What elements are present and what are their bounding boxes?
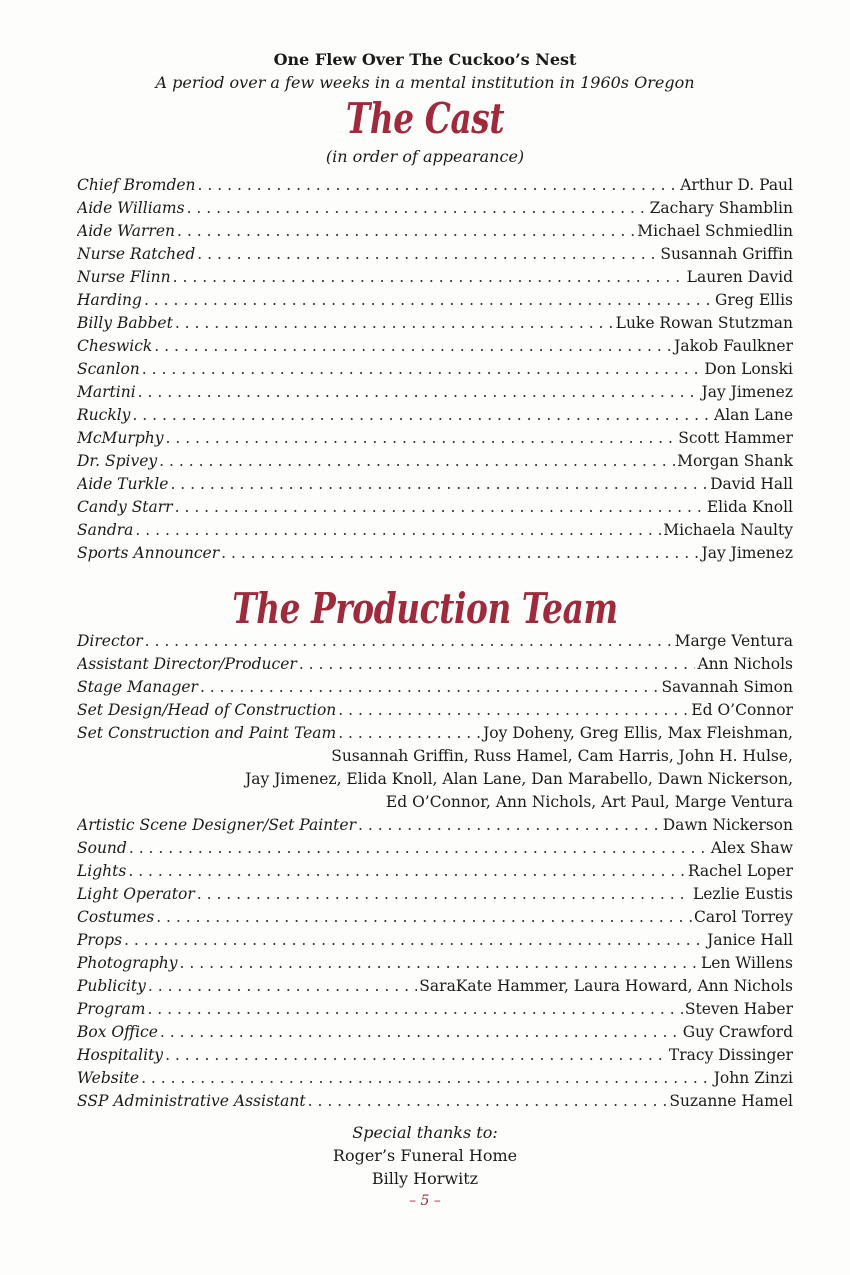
credit-row [77, 929, 793, 952]
dot-leader [175, 312, 614, 335]
credit-name: David Hall [710, 475, 793, 493]
dot-leader [197, 883, 691, 906]
credit-role: Stage Manager [77, 678, 198, 696]
credit-role: Set Design/Head of Construction [77, 701, 337, 719]
special-thanks-line: Billy Horwitz [371, 1169, 479, 1188]
credit-row [77, 473, 793, 496]
credit-role: Aide Warren [77, 222, 175, 240]
credit-name: Alan Lane [714, 406, 793, 424]
credit-name: Marge Ventura [674, 632, 793, 650]
credit-role: Nurse Ratched [77, 245, 196, 263]
credit-row [77, 1021, 793, 1044]
credit-role: Sandra [77, 521, 134, 539]
dot-leader [338, 722, 481, 745]
special-thanks-line: Roger’s Funeral Home [332, 1146, 518, 1165]
page-number: – 5 – [409, 1193, 441, 1209]
credit-role: Sports Announcer [77, 544, 220, 562]
dot-leader [156, 906, 692, 929]
dot-leader [177, 220, 635, 243]
credit-role: Billy Babbet [77, 314, 173, 332]
credit-continuation: Susannah Griffin, Russ Hamel, Cam Harris, John H. Hulse, [331, 747, 793, 765]
dot-leader [173, 266, 685, 289]
credit-row [77, 496, 793, 519]
credit-row [77, 542, 793, 565]
credit-row [77, 1067, 793, 1090]
credit-row [77, 814, 793, 837]
credit-name: Greg Ellis [715, 291, 793, 309]
credit-row [77, 699, 793, 722]
credit-role: Light Operator [77, 885, 195, 903]
credit-row [77, 266, 793, 289]
dot-leader [160, 1021, 681, 1044]
credit-row [77, 312, 793, 335]
dot-leader [144, 289, 713, 312]
credit-row [77, 630, 793, 653]
dot-leader [147, 998, 682, 1021]
dot-leader [180, 952, 699, 975]
production-list [77, 630, 793, 1113]
credit-name: Susannah Griffin [660, 245, 793, 263]
credit-role: Artistic Scene Designer/Set Painter [77, 816, 356, 834]
credit-role: Martini [77, 383, 136, 401]
dot-leader [148, 975, 417, 998]
credit-role: Dr. Spivey [77, 452, 158, 470]
credit-role: Set Construction and Paint Team [77, 724, 337, 742]
credit-name: Lauren David [686, 268, 793, 286]
credit-name: Jakob Faulkner [674, 337, 793, 355]
credit-name: Lezlie Eustis [692, 885, 793, 903]
credit-name: Morgan Shank [677, 452, 793, 470]
credit-name: Len Willens [700, 954, 793, 972]
credit-continuation: Jay Jimenez, Elida Knoll, Alan Lane, Dan Marabello, Dawn Nickerson, [245, 770, 793, 788]
credit-row [77, 722, 793, 745]
dot-leader [198, 174, 679, 197]
credit-row [77, 906, 793, 929]
credit-role: Ruckly [77, 406, 131, 424]
dot-leader [145, 630, 673, 653]
credit-role: Candy Starr [77, 498, 173, 516]
credit-row [77, 335, 793, 358]
cast-order-note: (in order of appearance) [325, 147, 525, 166]
credit-role: Harding [77, 291, 142, 309]
credit-role: Program [77, 1000, 146, 1018]
credit-continuation: Ed O’Connor, Ann Nichols, Art Paul, Marge Ventura [385, 793, 793, 811]
credit-name: Carol Torrey [694, 908, 793, 926]
credit-name: Savannah Simon [661, 678, 793, 696]
dot-leader [308, 1090, 668, 1113]
credit-row [77, 860, 793, 883]
credit-role: Website [77, 1069, 140, 1087]
credit-name: Don Lonski [704, 360, 793, 378]
credit-name: Arthur D. Paul [680, 176, 793, 194]
credit-role: Sound [77, 839, 127, 857]
credit-name: Jay Jimenez [701, 544, 793, 562]
credit-name: Joy Doheny, Greg Ellis, Max Fleishman, [483, 724, 793, 742]
credit-row [77, 952, 793, 975]
credit-name: SaraKate Hammer, Laura Howard, Ann Nichols [419, 977, 793, 995]
credit-row [77, 289, 793, 312]
cast-heading: The Cast [345, 94, 505, 143]
credit-role: Hospitality [77, 1046, 164, 1064]
credit-row [77, 197, 793, 220]
credit-row [77, 653, 793, 676]
credit-name: John Zinzi [713, 1069, 793, 1087]
production-heading: The Production Team [232, 584, 618, 633]
dot-leader [129, 837, 709, 860]
credit-name: Zachary Shamblin [649, 199, 793, 217]
dot-leader [124, 929, 705, 952]
credit-name: Luke Rowan Stutzman [615, 314, 793, 332]
credit-role: Cheswick [77, 337, 153, 355]
credit-row [77, 427, 793, 450]
credit-row [77, 676, 793, 699]
credit-role: Director [77, 632, 143, 650]
credit-name: Dawn Nickerson [662, 816, 793, 834]
credit-name: Michael Schmiedlin [637, 222, 793, 240]
credit-role: Costumes [77, 908, 155, 926]
dot-leader [159, 450, 675, 473]
dot-leader [187, 197, 648, 220]
credit-role: Publicity [77, 977, 146, 995]
credit-row [77, 519, 793, 542]
credit-name: Jay Jimenez [701, 383, 793, 401]
special-thanks-heading: Special thanks to: [352, 1123, 498, 1142]
credit-row [77, 837, 793, 860]
credit-role: Lights [77, 862, 127, 880]
credit-role: Aide Williams [77, 199, 185, 217]
credit-name: Janice Hall [707, 931, 793, 949]
dot-leader [221, 542, 699, 565]
dot-leader [142, 358, 703, 381]
credit-role: Photography [77, 954, 178, 972]
credit-name: Michaela Naulty [663, 521, 793, 539]
dot-leader [132, 404, 712, 427]
dot-leader [170, 473, 708, 496]
cast-list [77, 174, 793, 565]
credit-role: McMurphy [77, 429, 164, 447]
dot-leader [200, 676, 659, 699]
credit-row [77, 174, 793, 197]
dot-leader [128, 860, 686, 883]
credit-role: Scanlon [77, 360, 140, 378]
credit-role: Assistant Director/Producer [77, 655, 297, 673]
credit-role: Box Office [77, 1023, 158, 1041]
credit-row [77, 358, 793, 381]
dot-leader [299, 653, 696, 676]
credit-role: Chief Bromden [77, 176, 196, 194]
dot-leader [165, 1044, 667, 1067]
credit-name: Suzanne Hamel [669, 1092, 793, 1110]
dot-leader [135, 519, 661, 542]
dot-leader [175, 496, 705, 519]
credit-row [77, 1090, 793, 1113]
dot-leader [141, 1067, 712, 1090]
credit-name: Ann Nichols [697, 655, 793, 673]
credit-role: Props [77, 931, 123, 949]
credit-name: Scott Hammer [678, 429, 793, 447]
dot-leader [358, 814, 661, 837]
credit-name: Alex Shaw [710, 839, 793, 857]
dot-leader [338, 699, 689, 722]
credit-name: Guy Crawford [682, 1023, 793, 1041]
credit-name: Ed O’Connor [691, 701, 793, 719]
credit-row [77, 450, 793, 473]
credit-role: Nurse Flinn [77, 268, 171, 286]
credit-row [77, 975, 793, 998]
dot-leader [138, 381, 700, 404]
credit-row [77, 998, 793, 1021]
credit-row [77, 1044, 793, 1067]
credit-name: Tracy Dissinger [668, 1046, 793, 1064]
credit-name: Rachel Loper [687, 862, 793, 880]
credit-role: Aide Turkle [77, 475, 169, 493]
credit-name: Steven Haber [684, 1000, 793, 1018]
credit-row [77, 243, 793, 266]
dot-leader [154, 335, 672, 358]
credit-row [77, 381, 793, 404]
credit-row [77, 404, 793, 427]
credit-role: SSP Administrative Assistant [77, 1092, 306, 1110]
play-title: One Flew Over The Cuckoo’s Nest [273, 50, 577, 69]
dot-leader [197, 243, 658, 266]
dot-leader [165, 427, 676, 450]
credit-name: Elida Knoll [706, 498, 793, 516]
play-subtitle: A period over a few weeks in a mental institution in 1960s Oregon [155, 73, 695, 92]
credit-row [77, 220, 793, 243]
credit-row [77, 883, 793, 906]
